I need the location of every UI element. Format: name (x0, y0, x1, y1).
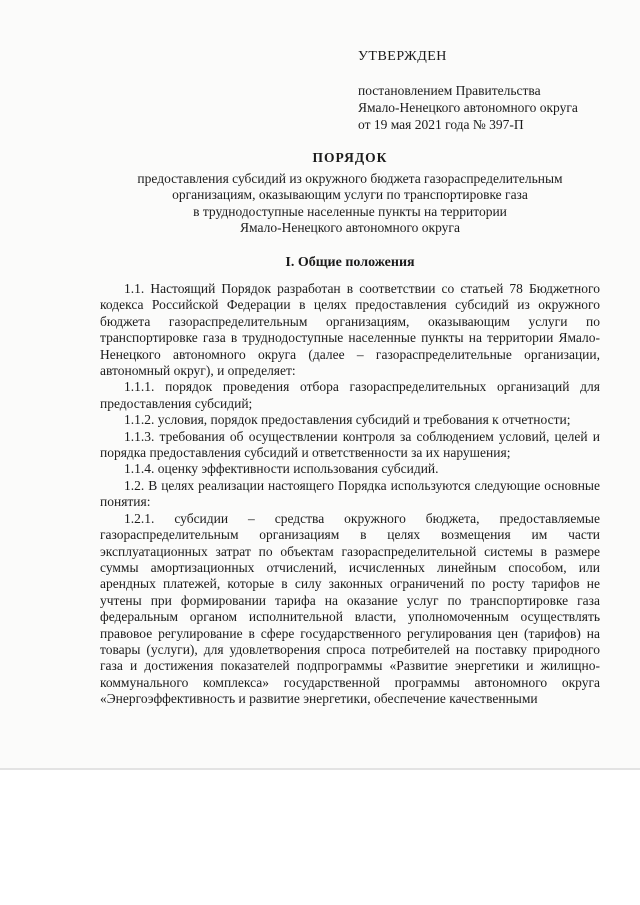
paragraph-1-1: 1.1. Настоящий Порядок разработан в соответствии со статьей 78 Бюджетного кодекса Российской Федерации в целях предоставления субсидий из окружного бюджета газораспределительным организациям, оказывающим услуги по транспортировке газа в труднодоступные населенные пункты на территории Ямало-Ненецкого автономного округа (далее – газораспределительные организации, автономный округ), и определяет: (100, 281, 600, 379)
approval-line-2: Ямало-Ненецкого автономного округа (358, 100, 578, 115)
approval-line-3: от 19 мая 2021 года № 397-П (358, 117, 524, 132)
document-subtitle-line: организациям, оказывающим услуги по транспортировке газа (172, 187, 528, 202)
approval-heading: УТВЕРЖДЕН (358, 49, 447, 64)
paragraph-1-1-3: 1.1.3. требования об осуществлении контроля за соблюдением условий, целей и порядка предоставления субсидий и ответственности за их нарушения; (100, 428, 600, 461)
section-body (100, 281, 600, 708)
paragraph-1-1-4: 1.1.4. оценку эффективности использования субсидий. (124, 461, 439, 477)
sheet-bottom-edge (0, 768, 640, 770)
document-subtitle-line: в труднодоступные населенные пункты на территории (193, 203, 507, 219)
document-title-block (100, 150, 600, 237)
document-subtitle-line: предоставления субсидий из окружного бюджета газораспределительным (137, 170, 563, 186)
approval-line-1: постановлением Правительства (358, 83, 541, 98)
section-heading: I. Общие положения (285, 255, 415, 270)
paragraph-1-1-2: 1.1.2. условия, порядок предоставления субсидий и требования к отчетности; (124, 412, 571, 428)
document-title: ПОРЯДОК (312, 150, 388, 165)
paragraph-1-2: 1.2. В целях реализации настоящего Порядка используются следующие основные понятия: (100, 477, 600, 510)
approval-stamp-block (358, 48, 628, 133)
document-subtitle-line: Ямало-Ненецкого автономного округа (240, 220, 460, 235)
paragraph-1-2-1: 1.2.1. субсидии – средства окружного бюджета, предоставляемые газораспределительным организациям в целях возмещения им части эксплуатационных затрат по объектам газораспределительной системы в размере суммы амортизационных отчислений, исчисленных линейным способом, или арендных платежей, которые в силу законных ограничений по росту тарифов не учтены при формировании тарифа на оказание услуг по транспортировке газа федеральным органом исполнительной власти, уполномоченным осуществлять правовое регулирование в сфере государственного регулирования цен (тарифов) на товары (услуги), для удовлетворения спроса потребителей на поставку природного газа и достижения показателей подпрограммы «Развитие энергетики и жилищно-коммунального комплекса» государственной программы автономного округа «Энергоэффективность и развитие энергетики, обеспечение качественными (100, 510, 600, 707)
paragraph-1-1-1: 1.1.1. порядок проведения отбора газораспределительных организаций для предоставления субсидий; (100, 379, 600, 411)
